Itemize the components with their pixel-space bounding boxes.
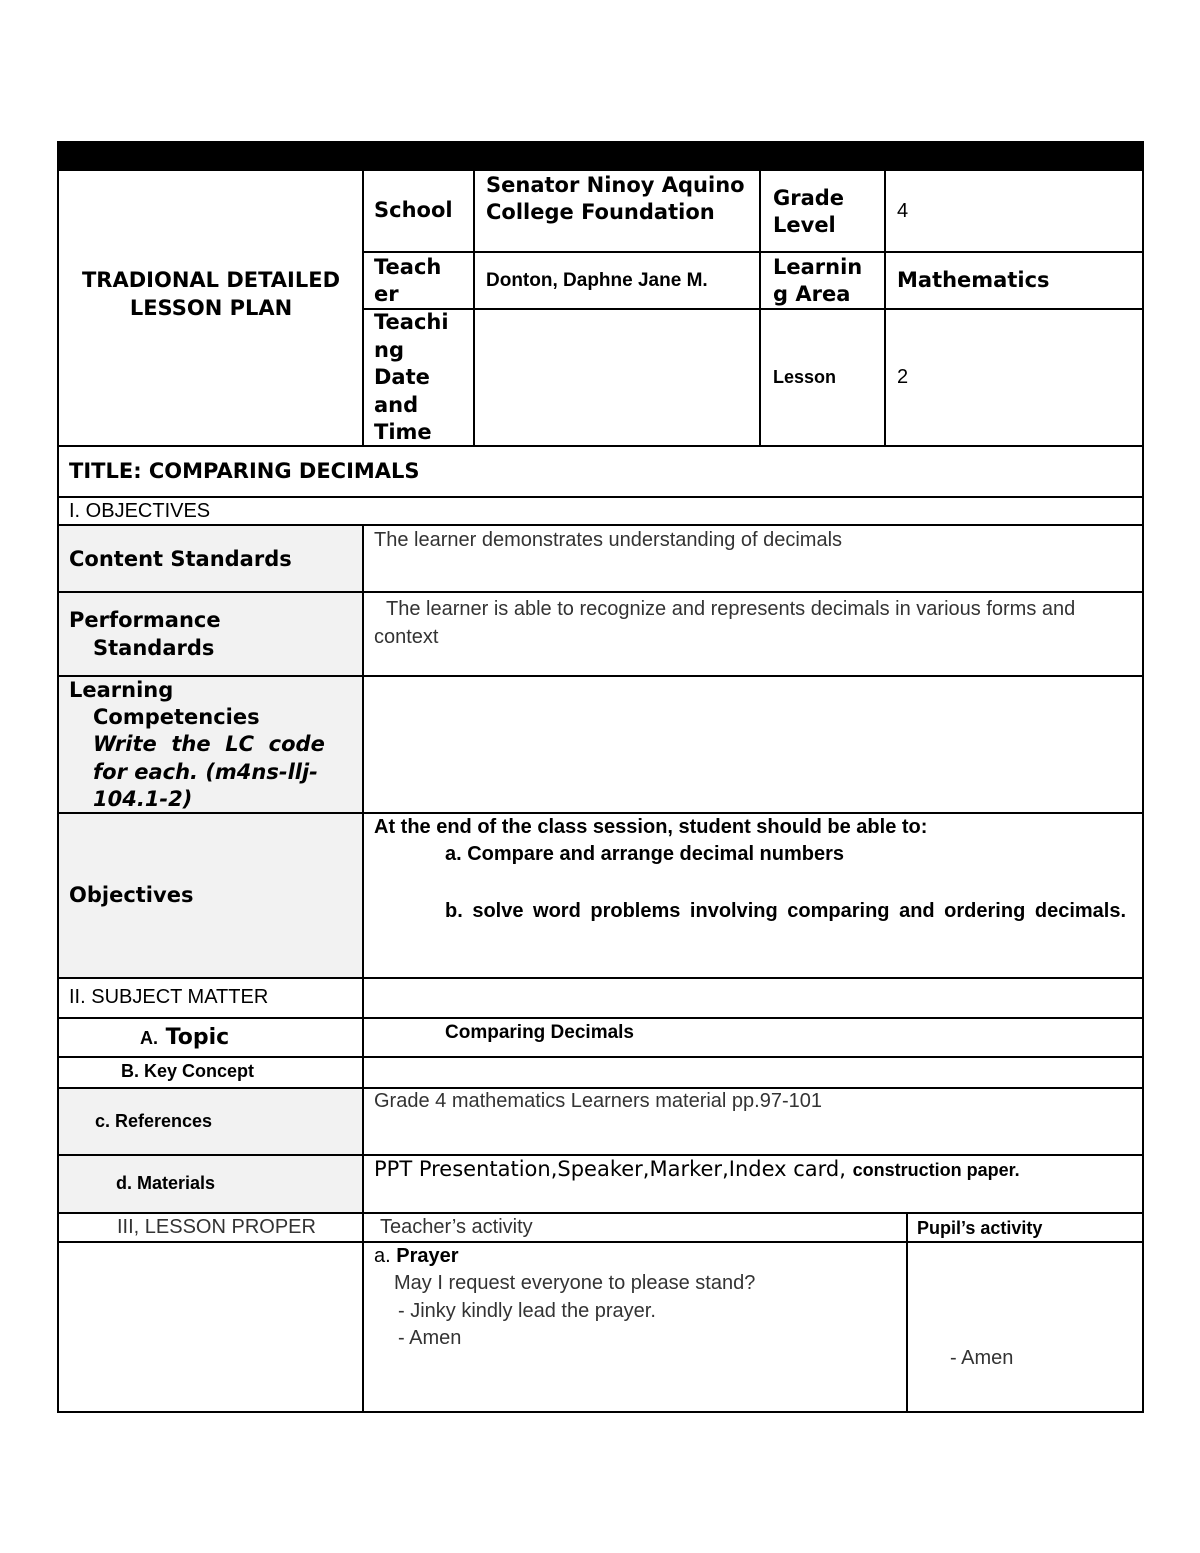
lesson-label: Lesson (773, 367, 837, 387)
performance-standards-value: The learner is able to recognize and represents decimals in various forms and context (374, 598, 1076, 648)
key-concept-label: B. Key Concept (121, 1061, 255, 1081)
prayer-label: Prayer (396, 1245, 459, 1267)
pupil-response: - Amen (950, 1347, 1014, 1369)
lesson-value: 2 (897, 366, 909, 388)
teaching-date-label: Teachi ng Date and Time (374, 310, 449, 444)
learning-competencies-label-line1: Learning (69, 678, 174, 702)
teacher-label: Teach er (374, 255, 442, 306)
school-label: School (374, 198, 453, 222)
grade-level-value: 4 (897, 200, 909, 222)
topic-label (140, 1025, 229, 1050)
performance-standards-label-line2: Standards (93, 636, 215, 660)
grade-level-label: Grade Level (773, 186, 845, 237)
lc-code-note-line3: 104.1-2) (93, 787, 193, 811)
content-standards-value: The learner demonstrates understanding of decimals (374, 529, 843, 551)
objective-a: a. Compare and arrange decimal numbers (445, 843, 845, 865)
prayer-line-2: - Jinky kindly lead the prayer. (398, 1300, 656, 1322)
school-value: Senator Ninoy Aquino College Foundation (486, 173, 745, 224)
learning-competencies-label-line2: Competencies (93, 705, 260, 729)
performance-standards-label-line1: Performance (69, 608, 221, 632)
prayer-prefix: a. (374, 1245, 391, 1267)
objectives-heading: I. OBJECTIVES (69, 500, 211, 522)
materials-list: PPT Presentation,Speaker,Marker,Index card, (374, 1157, 846, 1181)
lc-code-note-line1: Write the LC code (93, 732, 325, 756)
materials-value (374, 1157, 1020, 1181)
prayer-line-1: May I request everyone to please stand? (394, 1272, 756, 1294)
subject-matter-heading: II. SUBJECT MATTER (69, 986, 269, 1008)
materials-list-extra: construction paper. (852, 1160, 1020, 1180)
materials-label: d. Materials (116, 1173, 216, 1193)
prayer-line-3: - Amen (398, 1327, 462, 1349)
topic-label-prefix: A. (140, 1028, 158, 1048)
references-value: Grade 4 mathematics Learners material pp.97-101 (374, 1090, 823, 1112)
lesson-proper-heading: III, LESSON PROPER (117, 1216, 316, 1238)
content-standards-label: Content Standards (69, 547, 292, 571)
objectives-label: Objectives (69, 883, 194, 907)
topic-label-text: Topic (165, 1025, 230, 1050)
references-label: c. References (95, 1111, 213, 1131)
teacher-value: Donton, Daphne Jane M. (486, 270, 708, 291)
lesson-title: TITLE: COMPARING DECIMALS (69, 459, 420, 483)
learning-area-label: Learnin g Area (773, 255, 863, 306)
prayer-heading (374, 1245, 459, 1268)
learning-area-value: Mathematics (897, 268, 1050, 292)
document-title: TRADIONAL DETAILED LESSON PLAN (81, 268, 341, 320)
teacher-activity-header: Teacher’s activity (380, 1216, 533, 1238)
topic-value: Comparing Decimals (445, 1022, 634, 1043)
pupil-activity-header: Pupil’s activity (917, 1218, 1043, 1238)
objectives-intro: At the end of the class session, student should be able to: (374, 816, 928, 838)
objective-b: b. solve word problems involving comparing and ordering decimals. (445, 900, 1127, 922)
lc-code-note-line2: for each. (m4ns-llj- (93, 760, 318, 784)
